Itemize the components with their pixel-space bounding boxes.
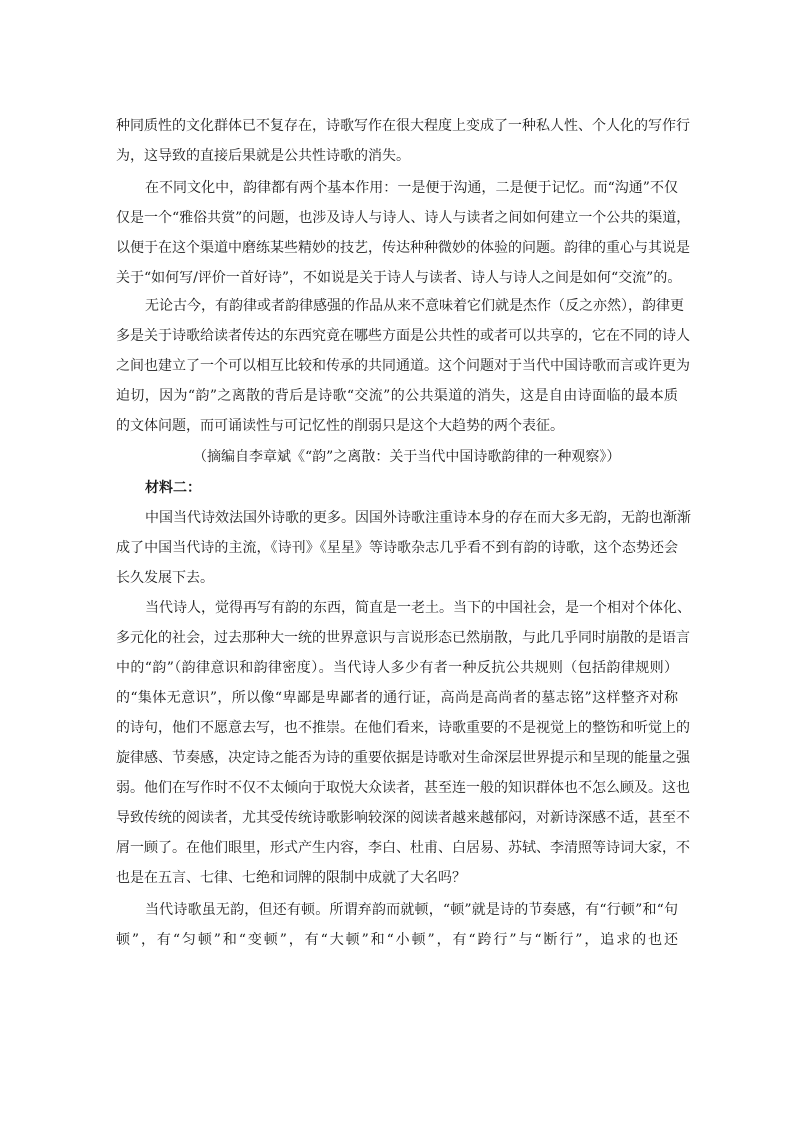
text-line: 当代诗歌虽无韵，但还有顿。所谓弃韵而就顿，“顿”就是诗的节奏感，有“行顿”和“句 bbox=[145, 902, 678, 918]
text-line: 导致传统的阅读者，尤其受传统诗歌影响较深的阅读者越来越郁闷，对新诗深感不适，甚至不 bbox=[116, 810, 690, 826]
text-line: 无论古今，有韵律或者韵律感强的作品从来不意味着它们就是杰作（反之亦然），韵律更 bbox=[145, 298, 684, 314]
text-line: 迫切，因为“韵”之离散的背后是诗歌“交流”的公共渠道的消失，这是自由诗面临的最本质 bbox=[116, 388, 678, 404]
text-line: 弱。他们在写作时不仅不太倾向于取悦大众读者，甚至连一般的知识群体也不怎么顾及。这也 bbox=[116, 780, 690, 796]
text-line: 为，这导致的直接后果就是公共性诗歌的消失。 bbox=[116, 148, 410, 164]
text-line: 种同质性的文化群体已不复存在，诗歌写作在很大程度上变成了一种私人性、个人化的写作行 bbox=[116, 118, 690, 134]
text-line: 旋律感、节奏感，决定诗之能否为诗的重要依据是诗歌对生命深层世界提示和呈现的能量之强 bbox=[116, 750, 690, 766]
text-line: 以便于在这个渠道中磨练某些精妙的技艺，传达种种微妙的体验的问题。韵律的重心与其说是 bbox=[116, 240, 690, 256]
text-line: 顿”，有“匀顿”和“变顿”，有“大顿”和“小顿”，有“跨行”与“断行”，追求的也还 bbox=[116, 932, 678, 948]
text-line: 当代诗人，觉得再写有韵的东西，简直是一老土。当下的中国社会，是一个相对个体化、 bbox=[145, 600, 691, 616]
text-line: 之间也建立了一个可以相互比较和传承的共同通道。这个问题对于当代中国诗歌而言或许更为 bbox=[116, 358, 690, 374]
section-heading: 材料二： bbox=[145, 480, 201, 496]
text-line: 关于“如何写/评价一首好诗”，不如说是关于诗人与读者、诗人与诗人之间是如何“交流”的。 bbox=[116, 270, 682, 286]
text-line: 长久发展下去。 bbox=[116, 570, 214, 586]
text-line: 仅是一个“雅俗共赏”的问题，也涉及诗人与诗人、诗人与读者之间如何建立一个公共的渠道， bbox=[116, 210, 691, 226]
text-line: 的诗句，他们不愿意去写，也不推崇。在他们看来，诗歌重要的不是视觉上的整饬和听觉上的 bbox=[116, 720, 690, 736]
text-line: 的“集体无意识”，所以像“卑鄙是卑鄙者的通行证，高尚是高尚者的墓志铭”这样整齐对称 bbox=[116, 690, 678, 706]
text-line: 成了中国当代诗的主流，《诗刊》《星星》等诗歌杂志几乎看不到有韵的诗歌，这个态势还会 bbox=[116, 540, 678, 556]
text-line: 多元化的社会，过去那种大一统的世界意识与言说形态已然崩散，与此几乎同时崩散的是语言 bbox=[116, 630, 690, 646]
text-line: 多是关于诗歌给读者传达的东西究竟在哪些方面是公共性的或者可以共享的，它在不同的诗人 bbox=[116, 328, 690, 344]
source-citation: （摘编自李章斌《“韵”之离散：关于当代中国诗歌韵律的一种观察》） bbox=[193, 449, 621, 465]
text-line: 在不同文化中，韵律都有两个基本作用：一是便于沟通，二是便于记忆。而“沟通”不仅 bbox=[145, 180, 678, 196]
text-line: 屑一顾了。在他们眼里，形式产生内容，李白、杜甫、白居易、苏轼、李清照等诗词大家，不 bbox=[116, 840, 690, 856]
text-line: 也是在五言、七律、七绝和词牌的限制中成就了大名吗？ bbox=[116, 870, 466, 886]
text-line: 中的“韵”（韵律意识和韵律密度）。当代诗人多少有者一种反抗公共规则（包括韵律规则） bbox=[116, 660, 678, 676]
text-line: 的文体问题，而可诵读性与可记忆性的削弱只是这个大趋势的两个表征。 bbox=[116, 418, 564, 434]
text-line: 中国当代诗效法国外诗歌的更多。因国外诗歌注重诗本身的存在而大多无韵，无韵也渐渐 bbox=[145, 510, 691, 526]
